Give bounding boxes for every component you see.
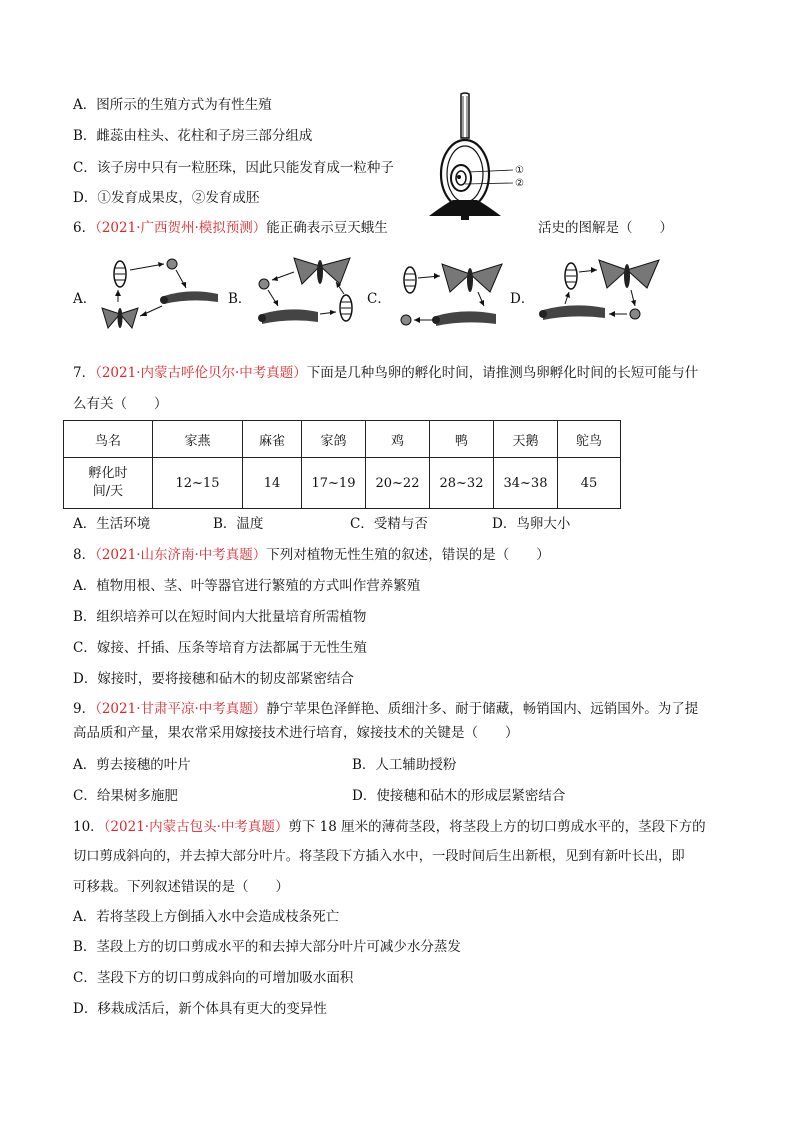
flower-label-2: ② <box>515 178 524 189</box>
pupa-icon <box>565 263 577 289</box>
q8-source: （2021·山东济南·中考真题） <box>95 547 267 563</box>
q9-option-d: D．使接穗和砧木的形成层紧密结合 <box>352 788 566 804</box>
table-cell-days: 28~32 <box>430 458 494 509</box>
moth-icon <box>102 308 138 328</box>
table-row-label-line2: 间/天 <box>92 484 124 499</box>
q10-option-b: B．茎段上方的切口剪成水平的和去掉大部分叶片可减少水分蒸发 <box>73 939 461 955</box>
q9-option-c: C．给果树多施肥 <box>73 788 178 804</box>
q10-stem-line1 <box>73 818 706 836</box>
q5-option-a: A．图所示的生殖方式为有性生殖 <box>73 97 272 113</box>
q5-option-b: B．雌蕊由柱头、花柱和子房三部分组成 <box>73 128 313 144</box>
q8-option-d: D．嫁接时，要将接穗和砧木的韧皮部紧密结合 <box>73 671 354 687</box>
q10-source: （2021·内蒙古包头·中考真题） <box>103 819 289 835</box>
table-row <box>64 458 621 509</box>
table-cell-days: 17~19 <box>302 458 366 509</box>
q7-stem-line1 <box>73 364 698 382</box>
q6-option-c-letter: C． <box>367 291 391 307</box>
table-cell-days: 12~15 <box>153 458 243 509</box>
pupa-icon <box>404 267 416 293</box>
table-row-label-line1: 孵化时 <box>88 466 128 481</box>
larva-icon <box>432 311 496 326</box>
table-bird-name: 麻雀 <box>243 421 302 458</box>
egg-icon <box>630 309 640 319</box>
q10-option-a: A．若将茎段上方倒插入水中会造成枝条死亡 <box>73 909 340 925</box>
q7-option-d: D．鸟卵大小 <box>492 516 571 532</box>
q6-source: （2021·广西贺州·模拟预测） <box>95 220 267 236</box>
q5-option-c: C．该子房中只有一粒胚珠，因此只能发育成一粒种子 <box>73 160 394 176</box>
q7-text-line2: 么有关（ ） <box>73 396 168 412</box>
q6-option-d-letter: D． <box>510 291 535 307</box>
q9-option-a: A．剪去接穗的叶片 <box>73 757 191 773</box>
moth-icon <box>442 264 502 292</box>
q8-text: 下列对植物无性生殖的叙述，错误的是（ ） <box>266 547 550 563</box>
life-cycle-diagram-c <box>392 256 510 336</box>
q8-number: 8． <box>73 547 96 563</box>
table-header-label: 鸟名 <box>64 421 153 458</box>
q6-text-a: 能正确表示豆天蛾生 <box>266 220 388 236</box>
table-cell-days: 20~22 <box>366 458 430 509</box>
q7-number: 7． <box>73 365 96 381</box>
q10-text-line2: 切口剪成斜向的，并去掉大部分叶片。将茎段下方插入水中，一段时间后生出新根，见到有新叶长出，即 <box>73 849 685 864</box>
q6-text-b: 活史的图解是（ ） <box>538 220 673 236</box>
table-row <box>64 421 621 458</box>
table-bird-name: 天鹅 <box>494 421 558 458</box>
larva-icon <box>539 305 605 320</box>
table-bird-name: 鸡 <box>366 421 430 458</box>
egg-icon <box>167 259 177 269</box>
pupa-icon <box>340 295 352 321</box>
table-bird-name: 鸵鸟 <box>558 421 621 458</box>
q6-number: 6． <box>73 220 96 236</box>
q9-text-line2: 高品质和产量，果农常采用嫁接技术进行培育，嫁接技术的关键是（ ） <box>73 725 519 741</box>
q8-option-b: B．组织培养可以在短时间内大批量培育所需植物 <box>73 609 367 625</box>
life-cycle-diagram-b <box>250 252 365 336</box>
q10-option-d: D．移栽成活后，新个体具有更大的变异性 <box>73 1001 327 1017</box>
q9-source: （2021·甘肃平凉·中考真题） <box>95 701 267 717</box>
table-cell-days: 34~38 <box>494 458 558 509</box>
pupa-icon <box>114 261 126 287</box>
q10-text-line3: 可移栽。下列叙述错误的是（ ） <box>73 879 289 895</box>
q10-number: 10． <box>73 819 104 835</box>
table-bird-name: 家燕 <box>153 421 243 458</box>
q10-text-line1: 剪下 18 厘米的薄荷茎段，将茎段上方的切口剪成水平的，茎段下方的 <box>288 819 706 835</box>
q7-option-b: B．温度 <box>213 516 264 532</box>
q8-stem <box>73 546 550 564</box>
q5-option-d: D．①发育成果皮，②发育成胚 <box>73 190 260 206</box>
table-cell-days: 14 <box>243 458 302 509</box>
table-cell-days: 45 <box>558 458 621 509</box>
flower-label-1: ① <box>515 165 524 176</box>
hatch-time-table <box>63 420 621 509</box>
larva-icon <box>160 291 218 304</box>
q9-stem-line1 <box>73 700 698 718</box>
q6-option-b-letter: B． <box>228 291 252 307</box>
egg-icon <box>259 279 269 289</box>
q9-number: 9． <box>73 701 96 717</box>
q6-option-a-letter: A． <box>73 291 97 307</box>
q10-option-c: C．茎段下方的切口剪成斜向的可增加吸水面积 <box>73 970 354 986</box>
life-cycle-diagram-a <box>100 256 220 336</box>
q7-source: （2021·内蒙古呼伦贝尔·中考真题） <box>95 365 307 381</box>
egg-icon <box>401 315 411 325</box>
q6-stem <box>73 219 388 237</box>
q7-option-c: C．受精与否 <box>350 516 428 532</box>
table-bird-name: 鸭 <box>430 421 494 458</box>
life-cycle-diagram-d <box>535 252 665 336</box>
larva-icon <box>258 309 318 324</box>
moth-icon <box>599 260 659 288</box>
table-bird-name: 家鸽 <box>302 421 366 458</box>
pistil-diagram <box>425 92 535 222</box>
moth-icon <box>294 258 350 284</box>
q9-option-b: B．人工辅助授粉 <box>352 757 457 773</box>
q7-option-a: A．生活环境 <box>73 516 151 532</box>
q9-text-line1: 静宁苹果色泽鲜艳、质细汁多、耐于储藏，畅销国内、远销国外。为了提 <box>266 701 699 717</box>
q8-option-a: A．植物用根、茎、叶等器官进行繁殖的方式叫作营养繁殖 <box>73 578 421 594</box>
q8-option-c: C．嫁接、扦插、压条等培育方法都属于无性生殖 <box>73 640 367 656</box>
q7-text-line1: 下面是几种鸟卵的孵化时间，请推测鸟卵孵化时间的长短可能与什 <box>306 365 699 381</box>
table-row-label <box>64 458 153 509</box>
